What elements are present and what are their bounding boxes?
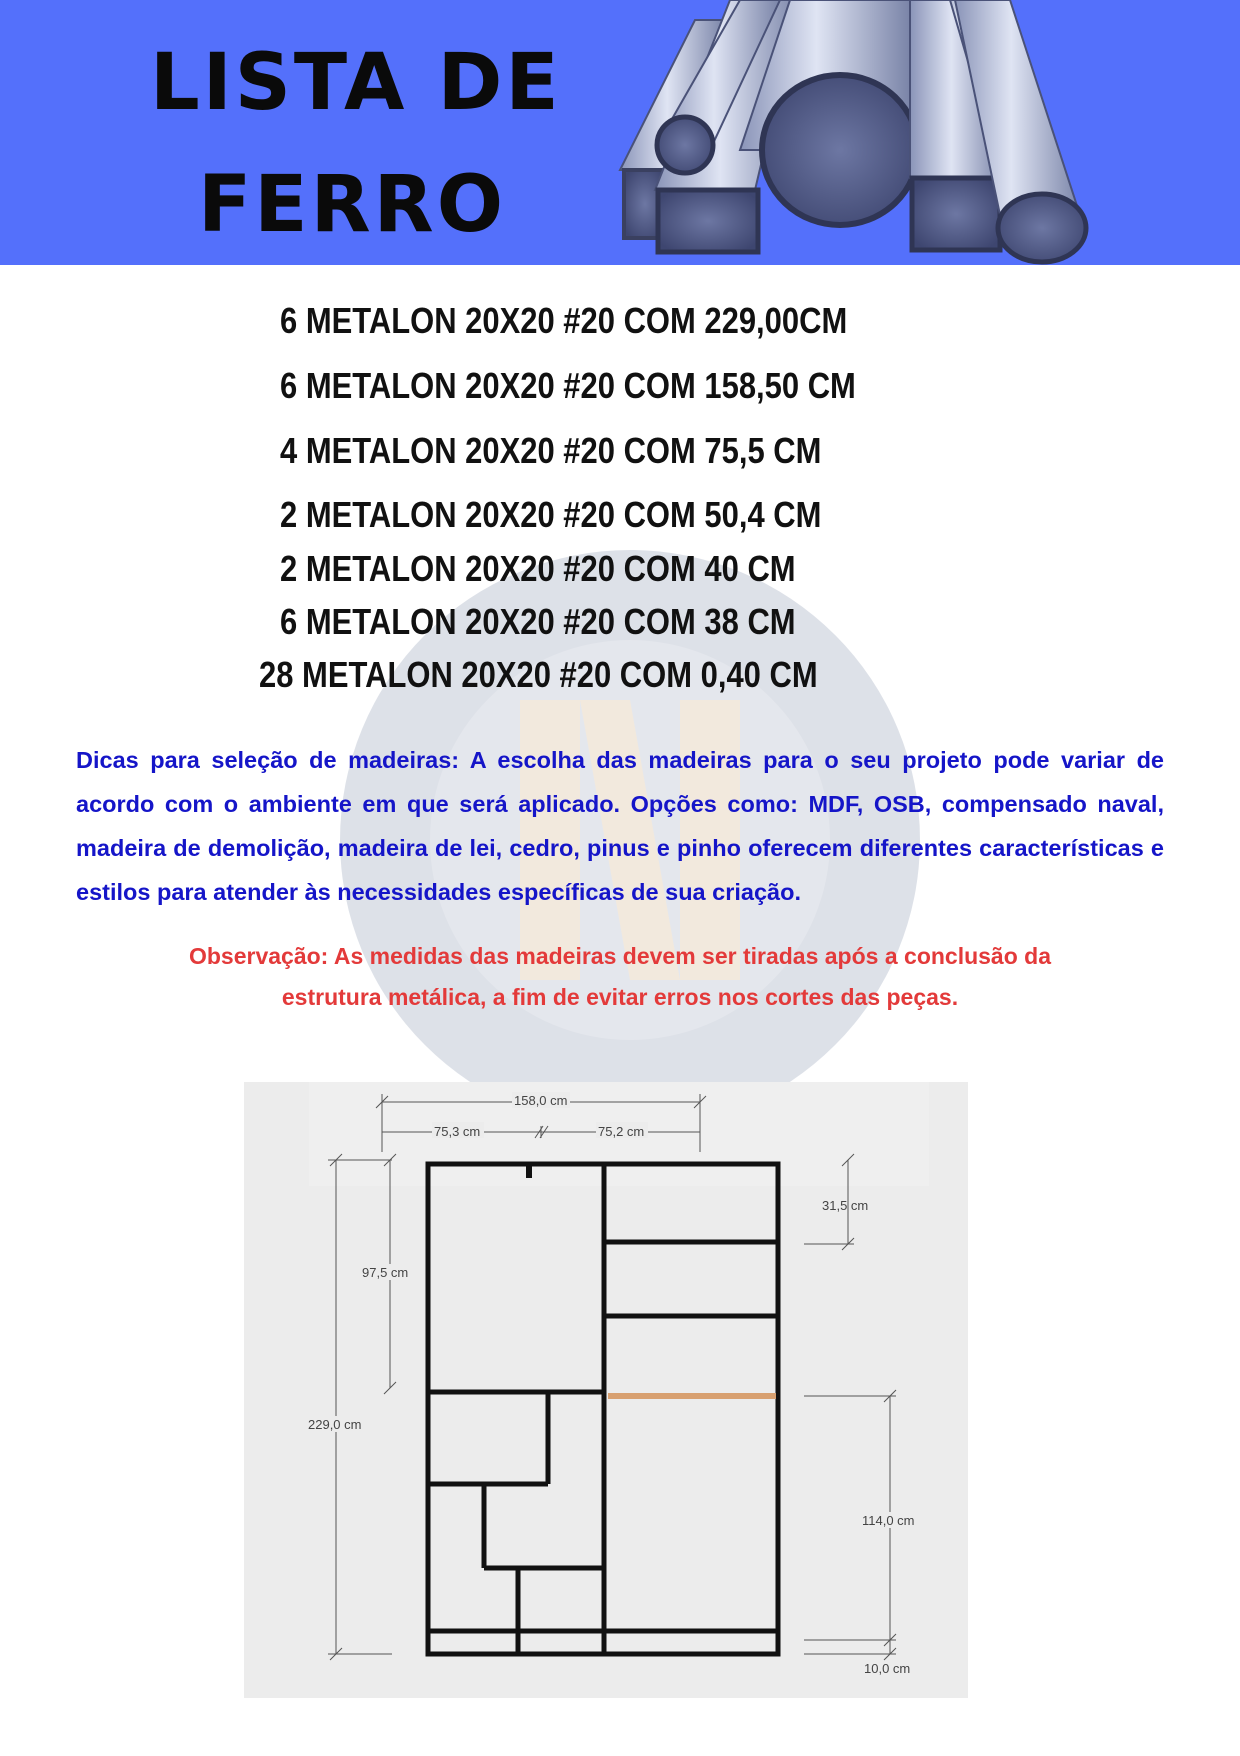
dim-total-width: 158,0 cm (514, 1093, 568, 1108)
steel-pipes-illustration (610, 0, 1130, 265)
dim-total-height: 229,0 cm (308, 1417, 362, 1432)
list-item: 6 METALON 20X20 #20 COM 38 CM (280, 601, 796, 642)
dim-lower-right: 114,0 cm (862, 1513, 915, 1528)
list-item: 6 METALON 20X20 #20 COM 158,50 CM (280, 365, 856, 406)
list-item: 2 METALON 20X20 #20 COM 40 CM (280, 548, 796, 589)
title-line-1: LISTA DE (150, 38, 562, 128)
frame-drawing-svg (244, 1082, 968, 1698)
list-item: 2 METALON 20X20 #20 COM 50,4 CM (280, 494, 822, 535)
hanging-rod (608, 1393, 776, 1399)
observation-note-line-2: estrutura metálica, a fim de evitar erros nos cortes das peças. (281, 984, 959, 1010)
list-item: 28 METALON 20X20 #20 COM 0,40 CM (259, 654, 818, 695)
dim-right-width: 75,2 cm (598, 1124, 645, 1139)
dim-upper-left: 97,5 cm (362, 1265, 409, 1280)
header-banner (0, 0, 1240, 265)
metal-frame (428, 1164, 778, 1654)
observation-note (100, 936, 1140, 1018)
list-item: 6 METALON 20X20 #20 COM 229,00CM (280, 300, 848, 341)
dim-left-width: 75,3 cm (434, 1124, 481, 1139)
dim-top-shelf: 31,5 cm (822, 1198, 869, 1213)
observation-note-line-1: Observação: As medidas das madeiras devem ser tiradas após a conclusão da (188, 943, 1052, 969)
wood-selection-tips: Dicas para seleção de madeiras: A escolha das madeiras para o seu projeto pode variar de acordo com o ambiente em que será aplicado. Opções como: MDF, OSB, compensado naval, madeira de demolição, madeira de lei, cedro, pinus e pinho oferecem diferentes características e estilos para atender às necessidades específicas de sua criação. (76, 747, 1164, 905)
frame-technical-drawing (244, 1082, 968, 1698)
title-line-2: FERRO (198, 160, 506, 250)
dim-bottom-gap: 10,0 cm (864, 1661, 911, 1676)
list-item: 4 METALON 20X20 #20 COM 75,5 CM (280, 430, 822, 471)
